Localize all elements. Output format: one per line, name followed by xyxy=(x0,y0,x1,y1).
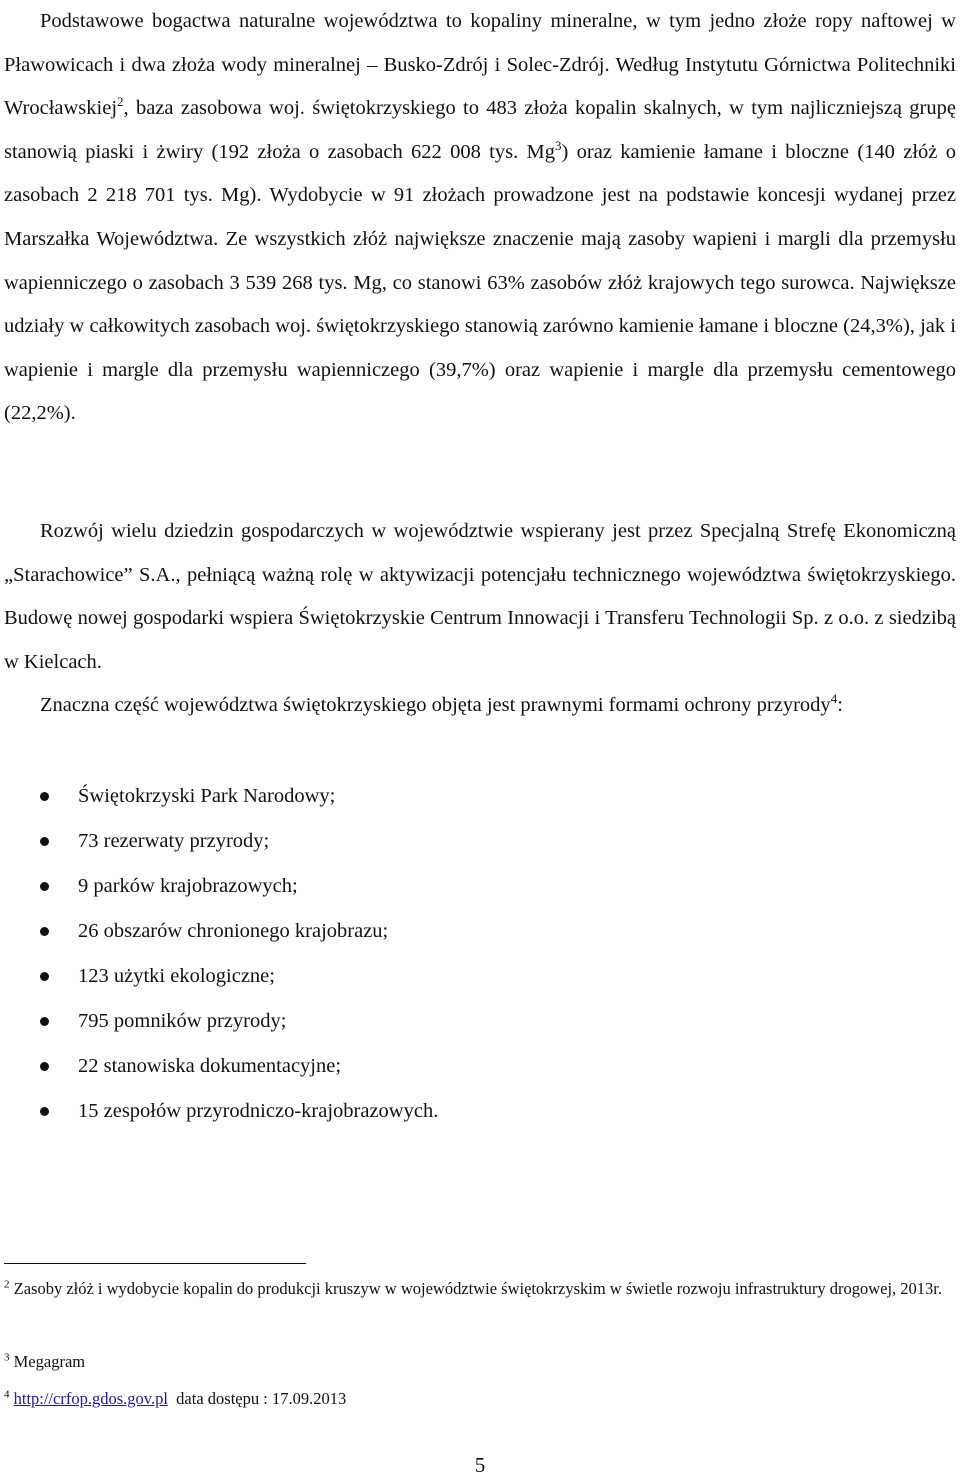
footnote-ref-4[interactable]: 4 xyxy=(830,691,838,707)
list-item xyxy=(0,909,940,954)
footnote-text: data dostępu : 17.09.2013 xyxy=(167,1389,347,1408)
bullet-icon xyxy=(40,1017,49,1026)
footnote-text: Zasoby złóż i wydobycie kopalin do produkcji kruszyw w województwie świętokrzyskim w świetle rozwoju infrastruktury drogowej, 2013r. xyxy=(9,1279,943,1298)
footnote-number: 4 xyxy=(4,1388,10,1401)
list-item-text: 123 użytki ekologiczne; xyxy=(78,965,275,987)
bullet-icon xyxy=(40,882,49,891)
list-item-text: 9 parków krajobrazowych; xyxy=(78,875,298,897)
list-item-text: 15 zespołów przyrodniczo-krajobrazowych. xyxy=(78,1100,439,1122)
page-number: 5 xyxy=(474,1453,486,1477)
bullet-icon xyxy=(40,1107,49,1116)
footnote-2 xyxy=(4,1270,944,1307)
list-item xyxy=(0,864,940,909)
footnote-link[interactable]: http://crfop.gdos.gov.pl xyxy=(13,1389,168,1408)
footnote-ref-3[interactable]: 3 xyxy=(555,137,562,153)
paragraph-natural-resources xyxy=(4,0,956,436)
footnote-number: 2 xyxy=(4,1278,10,1291)
list-item-text: 73 rezerwaty przyrody; xyxy=(78,830,270,852)
list-item xyxy=(0,774,940,819)
protection-forms-list xyxy=(0,774,940,1134)
list-item-text: Świętokrzyski Park Narodowy; xyxy=(78,785,336,807)
paragraph-text: , baza zasobowa woj. świętokrzyskiego to 483 złoża kopalin skalnych, w tym najliczniejszą grupę stanowią piaski i żwiry (192 złoża o zasobach 622 008 tys. Mg xyxy=(4,97,956,163)
footnote-4 xyxy=(4,1380,944,1417)
list-item xyxy=(0,954,940,999)
paragraph-economic-zone: Rozwój wielu dziedzin gospodarczych w województwie wspierany jest przez Specjalną Strefę Ekonomiczną „Starachowice” S.A., pełniącą ważną rolę w aktywizacji potencjału technicznego województwa świętokrzyskiego. Budowę nowej gospodarki wspiera Świętokrzyskie Centrum Innowacji i Transferu Technologii Sp. z o.o. z siedzibą w Kielcach. xyxy=(4,520,956,673)
footnote-3 xyxy=(4,1343,944,1380)
paragraph-text: : xyxy=(837,694,843,716)
paragraph-text: Znaczna część województwa świętokrzyskiego objęta jest prawnymi formami ochrony przyrody xyxy=(40,694,831,716)
footnote-separator xyxy=(4,1263,306,1264)
list-item xyxy=(0,1044,940,1089)
list-item-text: 795 pomników przyrody; xyxy=(78,1010,287,1032)
bullet-icon xyxy=(40,972,49,981)
bullet-icon xyxy=(40,792,49,801)
list-item xyxy=(0,999,940,1044)
bullet-icon xyxy=(40,927,49,936)
paragraph-text: Podstawowe bogactwa naturalne województwa to kopaliny mineralne, w tym jedno złoże ropy naftowej w Pławowicach i dwa złoża wody mineralnej – Busko-Zdrój i Solec-Zdrój. Według Instytutu Górnictwa Politechniki Wrocławskiej xyxy=(4,10,956,120)
footnote-number: 3 xyxy=(4,1351,10,1364)
footnote-text: Megagram xyxy=(9,1352,86,1371)
list-item xyxy=(0,1089,940,1134)
bullet-icon xyxy=(40,1062,49,1071)
paragraph-nature-protection xyxy=(4,684,956,728)
footnote-ref-2[interactable]: 2 xyxy=(117,94,124,110)
list-item-text: 22 stanowiska dokumentacyjne; xyxy=(78,1055,342,1077)
list-item-text: 26 obszarów chronionego krajobrazu; xyxy=(78,920,389,942)
paragraph-text: ) oraz kamienie łamane i bloczne (140 złóż o zasobach 2 218 701 tys. Mg). Wydobycie w 91 złożach prowadzone jest na podstawie koncesji wydanej przez Marszałka Województwa. Ze wszystkich złóż największe znaczenie mają zasoby wapieni i margli dla przemysłu wapienniczego o zasobach 3 539 268 tys. Mg, co stanowi 63% zasobów złóż krajowych tego surowca. Największe udziały w całkowitych zasobach woj. świętokrzyskiego stanowią zarówno kamienie łamane i bloczne (24,3%), jak i wapienie i margle dla przemysłu wapienniczego (39,7%) oraz wapienie i margle dla przemysłu cementowego (22,2%). xyxy=(4,140,956,425)
bullet-icon xyxy=(40,837,49,846)
list-item xyxy=(0,819,940,864)
